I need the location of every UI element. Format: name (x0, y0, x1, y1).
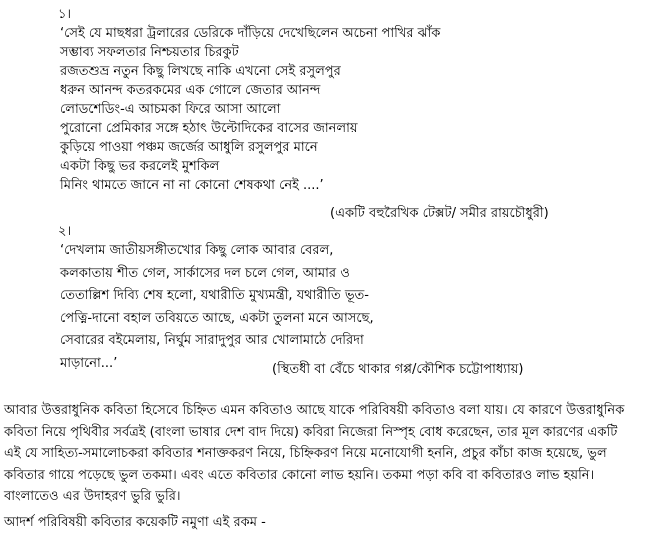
paragraph-line: কবিতা নিয়ে পৃথিবীর সর্বত্রই (বাংলা ভাষার দেশ বাদ দিয়ে) কবিরা নিজেরা নিস্পৃহ বোধ করেছেন, তার মূল কারণের একটি (4, 424, 618, 440)
closing-line: আদর্শ পরিবিষয়ী কবিতার কয়েকটি নমুণা এই রকম - (4, 515, 266, 530)
section-1-number: ১। (58, 7, 72, 22)
paragraph-line: আবার উত্তরাধুনিক কবিতা হিসেবে চিহ্নিত এমন কবিতাও আছে যাকে পরিবিষয়ী কবিতাও বলা যায়। যে কারণে উত্তরাধুনিক (4, 403, 625, 418)
poem-2-line: সেবারের বইমেলায়, নির্ঘুম সারাদুপুর আর খোলামাঠে দেরিদা (60, 333, 364, 348)
poem-2-citation: (স্থিতধী বা বেঁচে থাকার গপ্প/কৌশিক চট্টোপাধ্যায়) (272, 362, 524, 377)
section-2-number: ২। (58, 224, 72, 239)
paragraph-line: কবিতার গায়ে পড়েছে ভুল তকমা। এবং এতে কবিতার কোনো লাভ হয়নি। তকমা পড়া কবি বা কবিতারও লাভ হয়নি। (4, 467, 595, 483)
poem-2-line: তেতাল্লিশ দিব্যি শেষ হলো, যথারীতি মুখ্যমন্ত্রী, যথারীতি ভূত- (60, 288, 369, 303)
poem-1-line: পুরোনো প্রেমিকার সঙ্গে হঠাৎ উল্টোদিকের বাসের জানলায় (60, 121, 358, 136)
poem-2-line: পেত্নি-দানো বহাল তবিয়তে আছে, একটা তুলনা মনে আসছে, (60, 310, 374, 326)
paragraph-line: বাংলাতেও এর উদাহরণ ভুরি ভুরি। (4, 489, 181, 504)
poem-2-line: মাড়ানো...’ (60, 355, 118, 371)
body-paragraph (4, 400, 624, 508)
poem-1-line: একটা কিছু ভর করলেই মুশকিল (60, 159, 220, 174)
poem-1-line: লোডশেডিং-এ আচমকা ফিরে আসা আলো (60, 102, 281, 117)
poem-2-line: ‘দেখলাম জাতীয়সঙ্গীতখোর কিছু লোক আবার বেরল, (60, 243, 334, 258)
poem-1-line: কুড়িয়ে পাওয়া পঞ্চম জর্জের আধুলি রসুলপুর মানে (60, 140, 318, 155)
poem-1-line: মিনিং থামতে জানে না না কোনো শেষকথা নেই ....’ (60, 178, 324, 193)
poem-1-line: সম্ভাব্য সফলতার নিশ্চয়তার চিরকুট (60, 45, 239, 60)
poem-2-line: কলকাতায় শীত গেল, সার্কাসের দল চলে গেল, আমার ও (60, 265, 350, 281)
poem-1-line: ‘সেই যে মাছধরা ট্রলারের ডেরিকে দাঁড়িয়ে দেখেছিলেন অচেনা পাখির ঝাঁক (60, 26, 441, 41)
poem-1-citation: (একটি বহুরৈখিক টেক্সট/ সমীর রায়চৌধুরী) (330, 206, 549, 221)
poem-1 (60, 24, 440, 195)
paragraph-line: এই যে সাহিত্য-সমালোচকরা কবিতার শনাক্তকরণ নিয়ে, চিহ্নিকরণ নিয়ে মনোযোগী হননি, প্রচুর কাঁচা কাজ হয়েছে, ভুল (4, 446, 607, 461)
poem-1-line: রজতশুভ্র নতুন কিছু লিখছে নাকি এখনো সেই রসুলপুর (60, 64, 341, 79)
poem-1-line: ধরুন আনন্দ কতরকমের এক গোলে জেতার আনন্দ (60, 83, 321, 98)
poem-2 (60, 240, 374, 375)
